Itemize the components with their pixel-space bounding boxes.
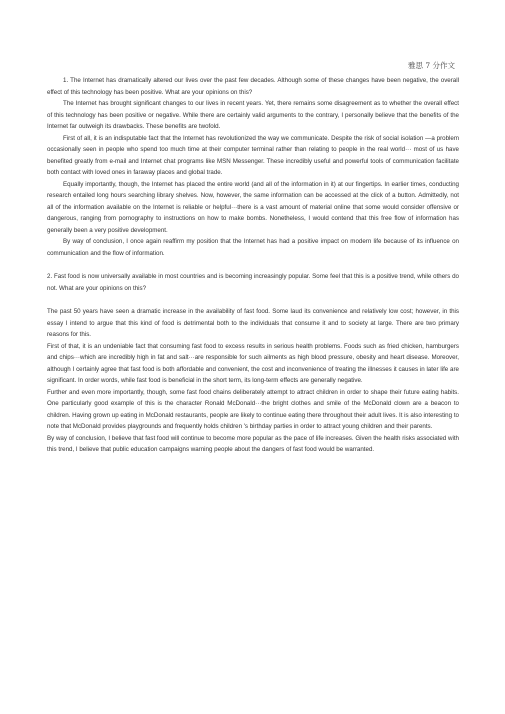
essay-2-prompt: 2. Fast food is now universally available in most countries and is becoming increasingly popular. Some feel that this is a positive trend, while others do not. What are your opinions on this? <box>47 273 459 292</box>
essay-1-paragraph: Equally importantly, though, the Internet has placed the entire world (and all of the information in it) at our fingertips. In earlier times, conducting research entailed long hours searching library shelves. Now, however, the same information can be accessed at the click of a button. Admittedly, not all of the information available on the Internet is reliable or helpful···there is a vast amount of material online that some would consider offensive or dangerous, ranging from pornography to instructions on how to make bombs. Nonetheless, I would contend that this free flow of information has generally been a very positive development. <box>47 180 459 234</box>
essay-2-paragraph: By way of conclusion, I believe that fast food will continue to become more popular as the pace of life increases. Given the health risks associated with this trend, I believe that public education campaigns warning people about the dangers of fast food would be warranted. <box>47 434 459 453</box>
essay-1-paragraph: First of all, it is an indisputable fact that the Internet has revolutionized the way we communicate. Despite the risk of social isolation —a problem occasionally seen in people who spend too much time at their computer terminal rather than relating to people in the real world··· most of us have benefited greatly from e-mail and Internet chat programs like MSN Messenger. These incredibly useful and powerful tools of communication facilitate both contact with loved ones in faraway places and global trade. <box>47 134 459 176</box>
essay-2-paragraph: First of that, it is an undeniable fact that consuming fast food to excess results in serious health problems. Foods such as fried chicken, hamburgers and chips···which are incredibly high in fat and salt···are responsible for such ailments as high blood pressure, obesity and heart disease. Moreover, although I certainly agree that fast food is both affordable and convenient, the cost and inconvenience of treating the illnesses it causes in later life are significant. In order words, while fast food is beneficial in the short term, its long-term effects are generally negative. <box>47 342 459 384</box>
section-spacer <box>47 259 459 271</box>
document-body <box>47 75 459 456</box>
essay-2-paragraph: The past 50 years have seen a dramatic increase in the availability of fast food. Some laud its convenience and relatively low cost; however, in this essay I intend to argue that this kind of food is detrimental both to the individuals that consume it and to society at large. There are two primary reasons for this. <box>47 308 459 338</box>
page-header: 雅思 7 分作文 <box>407 61 455 70</box>
essay-1-prompt: 1. The Internet has dramatically altered our lives over the past few decades. Although some of these changes have been negative, the overall effect of this technology has been positive. What are your opinions on this? <box>47 77 459 96</box>
section-spacer <box>47 294 459 306</box>
essay-1-paragraph: By way of conclusion, I once again reaffirm my position that the Internet has had a positive impact on modern life because of its influence on communication and the flow of information. <box>47 238 459 257</box>
essay-2-paragraph: Further and even more importantly, though, some fast food chains deliberately attempt to attract children in order to shape their future eating habits. One particularly good example of this is the character Ronald McDonald···the bright clothes and smile of the McDonald clown are a beacon to children. Having grown up eating in McDonald restaurants, people are likely to continue eating there throughout their adult lives. It is also interesting to note that McDonald provides playgrounds and frequently holds children 's birthday parties in order to attract young children and their parents. <box>47 388 459 430</box>
essay-1-paragraph: The Internet has brought significant changes to our lives in recent years. Yet, there remains some disagreement as to whether the overall effect of this technology has been positive or negative. While there are certainly valid arguments to the contrary, I personally believe that the benefits of the Internet far outweigh its drawbacks. These benefits are twofold. <box>47 100 459 130</box>
